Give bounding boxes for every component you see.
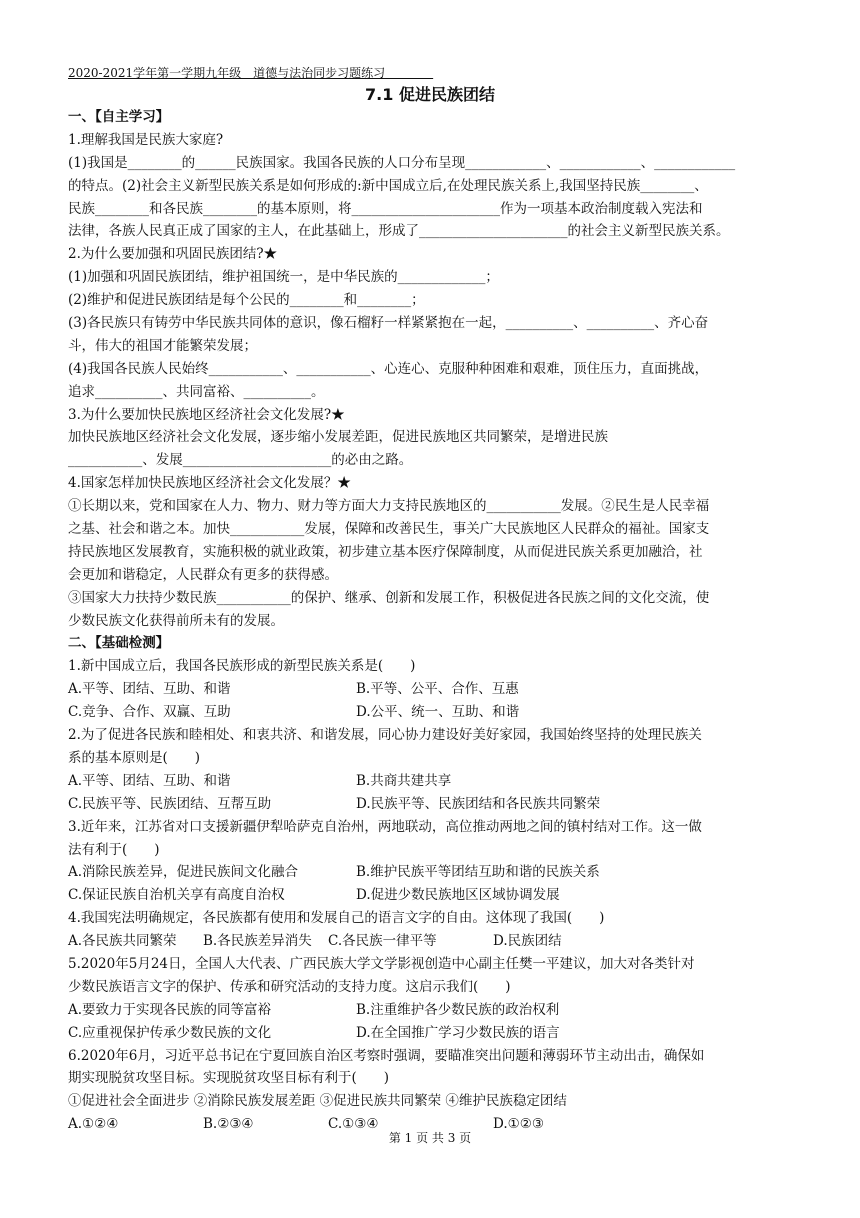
self-study-line: 的特点。(2)社会主义新型民族关系是如何形成的:新中国成立后,在处理民族关系上,我国坚持民族________、 — [68, 177, 708, 194]
page-title: 7.1 促进民族团结 — [365, 85, 495, 104]
question-stem: 2.为了促进各民族和睦相处、和衷共济、和谐发展，同心协力建设好美好家园，我国始终坚持的处理民族关 — [68, 727, 702, 744]
option-row — [68, 999, 792, 1022]
question-stem: 3.近年来，江苏省对口支援新疆伊犁哈萨克自治州，两地联动，高位推动两地之间的镇村结对工作。这一做 — [68, 818, 702, 835]
self-study-line: (3)各民族只有铸劳中华民族共同体的意识，像石榴籽一样紧紧抱在一起，__________、__________、齐心奋 — [68, 315, 709, 332]
self-study-line: (1)我国是________的______民族国家。我国各民族的人口分布呈现____________、____________、____________ — [68, 154, 736, 171]
self-study-section — [68, 129, 792, 633]
answer-option[interactable]: A.平等、团结、互助、和谐 — [68, 772, 231, 789]
answer-option[interactable]: C.竞争、合作、双赢、互助 — [68, 704, 231, 721]
question-item — [68, 724, 792, 816]
answer-option[interactable]: A.消除民族差异，促进民族间文化融合 — [68, 864, 299, 881]
answer-option[interactable]: B.维护民族平等团结互助和谐的民族关系 — [356, 864, 600, 881]
answer-option[interactable]: D.在全国推广学习少数民族的语言 — [356, 1024, 560, 1041]
answer-option[interactable]: A.平等、团结、互助、和谐 — [68, 681, 231, 698]
option-row — [68, 678, 792, 701]
option-row — [68, 701, 792, 724]
answer-option[interactable]: D.民族团结 — [493, 933, 562, 950]
option-row — [68, 1022, 792, 1045]
question-item — [68, 816, 792, 908]
answer-option[interactable]: D.公平、统一、互助、和谐 — [356, 704, 520, 721]
answer-option[interactable]: D.促进少数民族地区区域协调发展 — [356, 887, 560, 904]
self-study-line: 斗，伟大的祖国才能繁荣发展； — [68, 337, 257, 354]
section-heading-basic-test: 二、【基础检测】 — [68, 635, 170, 652]
option-row — [68, 793, 792, 816]
question-stem: 5.2020年5月24日，全国人大代表、广西民族大学文学影视创造中心副主任樊一平建议，加大对各类针对 — [68, 955, 695, 972]
self-study-line: 少数民族文化获得前所未有的发展。 — [68, 612, 284, 629]
answer-option[interactable]: D.①②③ — [493, 1116, 544, 1133]
self-study-line: 4.国家怎样加快民族地区经济社会文化发展？★ — [68, 475, 351, 492]
self-study-line: 民族________和各民族________的基本原则，将______________________作为一项基本政治制度载入宪法和 — [68, 200, 703, 217]
answer-option[interactable]: B.平等、公平、合作、互惠 — [356, 681, 519, 698]
self-study-line: 持民族地区发展教育，实施积极的就业政策，初步建立基本医疗保障制度，从而促进民族关系更加融洽，社 — [68, 543, 703, 560]
page-number: 第 1 页 共 3 页 — [388, 1131, 472, 1145]
answer-option[interactable]: C.保证民族自治机关享有高度自治权 — [68, 887, 285, 904]
section-heading-self-study: 一、【自主学习】 — [68, 109, 170, 125]
answer-option[interactable]: B.②③④ — [203, 1116, 254, 1133]
self-study-line: 法律，各族人民真正成了国家的主人，在此基础上，形成了______________________的社会主义新型民族关系。 — [68, 223, 730, 240]
answer-option[interactable]: D.民族平等、民族团结和各民族共同繁荣 — [356, 795, 601, 812]
answer-option[interactable]: A.①②④ — [68, 1116, 119, 1133]
answer-option[interactable]: A.各民族共同繁荣 — [68, 933, 177, 950]
self-study-line: (1)加强和巩固民族团结，维护祖国统一，是中华民族的_____________； — [68, 269, 499, 286]
self-study-line: (2)维护和促进民族团结是每个公民的________和________； — [68, 292, 425, 309]
self-study-line: ___________、发展______________________的必由之路。 — [68, 452, 413, 469]
self-study-line: ③国家大力扶持少数民族___________的保护、继承、创新和发展工作，积极促进各民族之间的文化交流，使 — [68, 589, 710, 606]
answer-option[interactable]: B.共商共建共享 — [356, 772, 452, 789]
answer-option[interactable]: A.要致力于实现各民族的同等富裕 — [68, 1001, 272, 1018]
worksheet-header: 2020-2021学年第一学期九年级 道德与法治同步习题练习 — [68, 66, 434, 80]
self-study-line: 加快民族地区经济社会文化发展，逐步缩小发展差距，促进民族地区共同繁荣，是增进民族 — [68, 429, 608, 446]
answer-option[interactable]: B.各民族差异消失 — [203, 933, 312, 950]
self-study-line: 追求__________、共同富裕、__________。 — [68, 383, 325, 400]
option-row — [68, 884, 792, 907]
self-study-line: 1.理解我国是民族大家庭? — [68, 131, 224, 148]
option-row — [68, 861, 792, 884]
self-study-line: 会更加和谐稳定，人民群众有更多的获得感。 — [68, 566, 338, 583]
option-row — [68, 770, 792, 793]
question-stem: 少数民族语言文字的保护、传承和研究活动的支持力度。这启示我们( ) — [68, 978, 511, 995]
question-stem: 1.新中国成立后，我国各民族形成的新型民族关系是( ) — [68, 658, 416, 675]
self-study-line: ①长期以来，党和国家在人力、物力、财力等方面大力支持民族地区的___________发展。②民生是人民幸福 — [68, 498, 710, 515]
self-study-line: (4)我国各民族人民始终___________、___________、心连心、克服种种困难和艰难，顶住压力，直面挑战， — [68, 360, 709, 377]
answer-option[interactable]: C.民族平等、民族团结、互帮互助 — [68, 795, 272, 812]
question-item — [68, 907, 792, 953]
self-study-line: 之基、社会和谐之本。加快___________发展，保障和改善民生，事关广大民族地区人民群众的福祉。国家支 — [68, 521, 710, 538]
question-stem: 系的基本原则是( ) — [68, 749, 201, 766]
question-item — [68, 655, 792, 724]
question-stem: 6.2020年6月，习近平总书记在宁夏回族自治区考察时强调，要瞄准突出问题和薄弱环节主动出击，确保如 — [68, 1047, 705, 1064]
question-stem: 法有利于( ) — [68, 841, 160, 858]
question-item — [68, 953, 792, 1045]
answer-option[interactable]: C.应重视保护传承少数民族的文化 — [68, 1024, 272, 1041]
question-stem: 4.我国宪法明确规定，各民族都有使用和发展自己的语言文字的自由。这体现了我国( ) — [68, 910, 605, 927]
basic-test-section — [68, 655, 792, 1136]
answer-option[interactable]: C.各民族一律平等 — [328, 933, 437, 950]
option-row — [68, 930, 792, 953]
answer-option[interactable]: B.注重维护各少数民族的政治权利 — [356, 1001, 560, 1018]
self-study-line: 2.为什么要加强和巩固民族团结?★ — [68, 246, 278, 263]
question-item — [68, 1045, 792, 1137]
answer-option[interactable]: C.①③④ — [328, 1116, 379, 1133]
question-stem: ①促进社会全面进步 ②消除民族发展差距 ③促进民族共同繁荣 ④维护民族稳定团结 — [68, 1093, 567, 1110]
question-stem: 期实现脱贫攻坚目标。实现脱贫攻坚目标有利于( ) — [68, 1070, 390, 1087]
worksheet-content — [68, 106, 792, 1136]
self-study-line: 3.为什么要加快民族地区经济社会文化发展?★ — [68, 406, 345, 423]
